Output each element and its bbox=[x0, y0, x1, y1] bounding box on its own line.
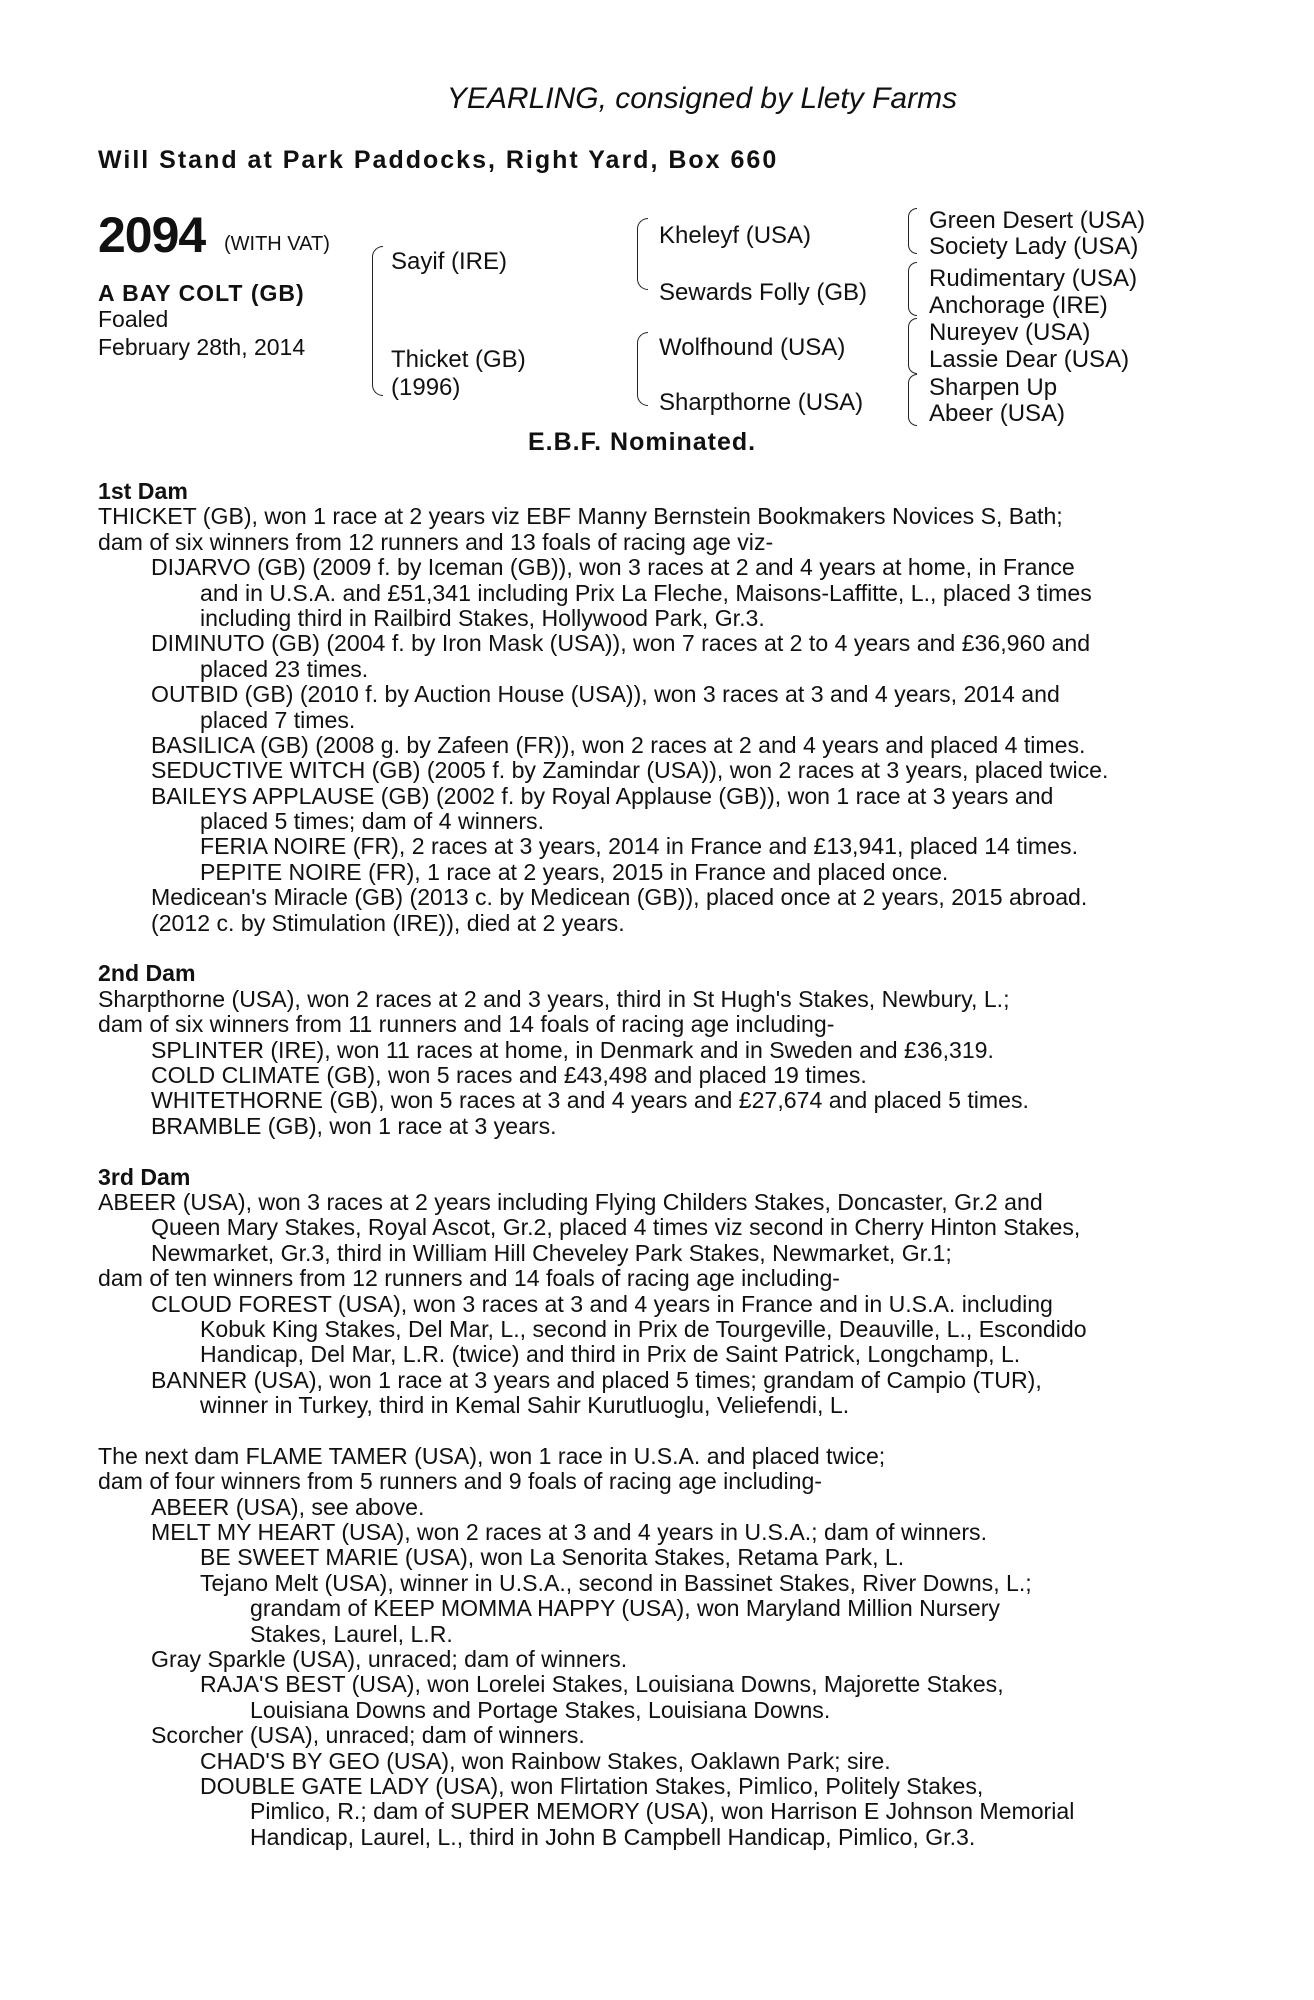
pedigree-line: SEDUCTIVE WITCH (GB) (2005 f. by Zamindar (USA)), won 2 races at 3 years, placed twice. bbox=[151, 757, 1109, 784]
pedigree-g1: Green Desert (USA) bbox=[929, 207, 1146, 234]
pedigree-dam-dam: Sharpthorne (USA) bbox=[659, 389, 864, 416]
pedigree-line: placed 23 times. bbox=[200, 655, 369, 682]
pedigree-bracket-sire-dam bbox=[372, 246, 383, 396]
pedigree-g4: Anchorage (IRE) bbox=[929, 292, 1108, 319]
pedigree-line: including third in Railbird Stakes, Hollywood Park, Gr.3. bbox=[200, 604, 765, 631]
pedigree-bracket-sire bbox=[637, 218, 648, 290]
pedigree-g5: Nureyev (USA) bbox=[929, 319, 1091, 346]
pedigree-g3: Rudimentary (USA) bbox=[929, 265, 1138, 292]
pedigree-line: placed 7 times. bbox=[200, 706, 356, 733]
pedigree-line: BASILICA (GB) (2008 g. by Zafeen (FR)), won 2 races at 2 and 4 years and placed 4 times. bbox=[151, 731, 1086, 758]
pedigree-line: and in U.S.A. and £51,341 including Prix La Fleche, Maisons-Laffitte, L., placed 3 times bbox=[200, 579, 1092, 606]
pedigree-line: grandam of KEEP MOMMA HAPPY (USA), won Maryland Million Nursery bbox=[250, 1595, 1000, 1622]
section-heading: 1st Dam bbox=[98, 478, 188, 504]
pedigree-sire-dam: Sewards Folly (GB) bbox=[659, 279, 868, 306]
pedigree-line: ABEER (USA), see above. bbox=[151, 1493, 425, 1520]
pedigree-line: Gray Sparkle (USA), unraced; dam of winners. bbox=[151, 1645, 628, 1672]
pedigree-line: dam of ten winners from 12 runners and 14 foals of racing age including- bbox=[98, 1265, 840, 1292]
pedigree-line: MELT MY HEART (USA), won 2 races at 3 and 4 years in U.S.A.; dam of winners. bbox=[151, 1519, 987, 1546]
pedigree-line: Scorcher (USA), unraced; dam of winners. bbox=[151, 1722, 585, 1749]
pedigree-bracket-g4 bbox=[908, 374, 917, 426]
pedigree-line: SPLINTER (IRE), won 11 races at home, in Denmark and in Sweden and £36,319. bbox=[151, 1036, 994, 1063]
pedigree-line: placed 5 times; dam of 4 winners. bbox=[200, 808, 545, 835]
pedigree-bracket-g3 bbox=[908, 318, 917, 374]
pedigree-sire: Sayif (IRE) bbox=[391, 248, 508, 275]
pedigree-line: Pimlico, R.; dam of SUPER MEMORY (USA), won Harrison E Johnson Memorial bbox=[250, 1798, 1075, 1825]
pedigree-g6: Lassie Dear (USA) bbox=[929, 346, 1130, 373]
pedigree-line: dam of six winners from 11 runners and 14 foals of racing age including- bbox=[98, 1011, 835, 1038]
pedigree-line: Newmarket, Gr.3, third in William Hill Cheveley Park Stakes, Newmarket, Gr.1; bbox=[151, 1239, 952, 1266]
pedigree-line: dam of four winners from 5 runners and 9 foals of racing age including- bbox=[98, 1468, 822, 1495]
pedigree-line: Sharpthorne (USA), won 2 races at 2 and 3 years, third in St Hugh's Stakes, Newbury, L.; bbox=[98, 985, 1010, 1012]
page-title: YEARLING, consigned by Llety Farms bbox=[446, 82, 958, 115]
pedigree-line: Stakes, Laurel, L.R. bbox=[250, 1620, 453, 1647]
pedigree-sire-sire: Kheleyf (USA) bbox=[659, 222, 812, 249]
stand-location: Will Stand at Park Paddocks, Right Yard, Box 660 bbox=[98, 146, 779, 174]
lot-number: 2094 bbox=[98, 207, 206, 263]
pedigree-g8: Abeer (USA) bbox=[929, 400, 1066, 427]
pedigree-line: CHAD'S BY GEO (USA), won Rainbow Stakes, Oaklawn Park; sire. bbox=[200, 1747, 891, 1774]
pedigree-bracket-g2 bbox=[908, 262, 917, 316]
pedigree-dam-sire: Wolfhound (USA) bbox=[659, 334, 846, 361]
pedigree-line: DIMINUTO (GB) (2004 f. by Iron Mask (USA)), won 7 races at 2 to 4 years and £36,960 and bbox=[151, 630, 1091, 657]
foaled-label: Foaled bbox=[98, 306, 169, 332]
pedigree-line: BANNER (USA), won 1 race at 3 years and placed 5 times; grandam of Campio (TUR), bbox=[151, 1366, 1042, 1393]
pedigree-line: PEPITE NOIRE (FR), 1 race at 2 years, 2015 in France and placed once. bbox=[200, 858, 949, 885]
lot-description: A BAY COLT (GB) bbox=[98, 280, 305, 306]
spacer bbox=[98, 936, 1208, 961]
pedigree-line: winner in Turkey, third in Kemal Sahir Kurutluoglu, Veliefendi, L. bbox=[200, 1392, 850, 1419]
pedigree-line: dam of six winners from 12 runners and 13 foals of racing age viz- bbox=[98, 528, 774, 555]
pedigree-line: RAJA'S BEST (USA), won Lorelei Stakes, Louisiana Downs, Majorette Stakes, bbox=[200, 1671, 1004, 1698]
pedigree-line: COLD CLIMATE (GB), won 5 races and £43,498 and placed 19 times. bbox=[151, 1061, 867, 1088]
pedigree-g2: Society Lady (USA) bbox=[929, 233, 1139, 260]
pedigree-line: Kobuk King Stakes, Del Mar, L., second in Prix de Tourgeville, Deauville, L., Escondido bbox=[200, 1315, 1087, 1342]
spacer bbox=[98, 1139, 1208, 1164]
pedigree-bracket-dam bbox=[637, 332, 648, 406]
pedigree-line: THICKET (GB), won 1 race at 2 years viz EBF Manny Bernstein Bookmakers Novices S, Bath; bbox=[98, 503, 1063, 530]
pedigree-line: BAILEYS APPLAUSE (GB) (2002 f. by Royal Applause (GB)), won 1 race at 3 years and bbox=[151, 782, 1054, 809]
section-heading: 3rd Dam bbox=[98, 1163, 191, 1190]
pedigree-line: ABEER (USA), won 3 races at 2 years including Flying Childers Stakes, Doncaster, Gr.2 and bbox=[98, 1188, 1043, 1215]
pedigree-line: CLOUD FOREST (USA), won 3 races at 3 and 4 years in France and in U.S.A. including bbox=[151, 1290, 1053, 1317]
pedigree-dam: Thicket (GB) bbox=[391, 346, 526, 373]
dam-line-text bbox=[98, 479, 1208, 1850]
vat-note: (WITH VAT) bbox=[224, 233, 330, 255]
ebf-nominated: E.B.F. Nominated. bbox=[528, 428, 757, 456]
pedigree-line: DIJARVO (GB) (2009 f. by Iceman (GB)), won 3 races at 2 and 4 years at home, in France bbox=[151, 554, 1075, 581]
section-heading: 2nd Dam bbox=[98, 960, 196, 987]
pedigree-g7: Sharpen Up bbox=[929, 374, 1058, 401]
pedigree-line: FERIA NOIRE (FR), 2 races at 3 years, 2014 in France and £13,941, placed 14 times. bbox=[200, 833, 1078, 860]
pedigree-line: Tejano Melt (USA), winner in U.S.A., second in Bassinet Stakes, River Downs, L.; bbox=[200, 1569, 1032, 1596]
pedigree-line: BE SWEET MARIE (USA), won La Senorita Stakes, Retama Park, L. bbox=[200, 1544, 905, 1571]
pedigree-line: Handicap, Laurel, L., third in John B Campbell Handicap, Pimlico, Gr.3. bbox=[250, 1823, 976, 1850]
pedigree-line: BRAMBLE (GB), won 1 race at 3 years. bbox=[151, 1112, 557, 1139]
pedigree-dam-year: (1996) bbox=[391, 374, 461, 401]
spacer bbox=[98, 1418, 1208, 1443]
pedigree-line: OUTBID (GB) (2010 f. by Auction House (USA)), won 3 races at 3 and 4 years, 2014 and bbox=[151, 681, 1060, 708]
pedigree-line: (2012 c. by Stimulation (IRE)), died at 2 years. bbox=[151, 909, 625, 936]
pedigree-line: The next dam FLAME TAMER (USA), won 1 race in U.S.A. and placed twice; bbox=[98, 1442, 886, 1469]
pedigree-bracket-g1 bbox=[908, 208, 917, 254]
pedigree-line: Queen Mary Stakes, Royal Ascot, Gr.2, placed 4 times viz second in Cherry Hinton Stakes, bbox=[151, 1214, 1081, 1241]
pedigree-line: Medicean's Miracle (GB) (2013 c. by Medicean (GB)), placed once at 2 years, 2015 abroad. bbox=[151, 884, 1088, 911]
foaled-date: February 28th, 2014 bbox=[98, 334, 306, 360]
pedigree-line: WHITETHORNE (GB), won 5 races at 3 and 4 years and £27,674 and placed 5 times. bbox=[151, 1087, 1029, 1114]
pedigree-line: Louisiana Downs and Portage Stakes, Louisiana Downs. bbox=[250, 1696, 831, 1723]
pedigree-line: DOUBLE GATE LADY (USA), won Flirtation Stakes, Pimlico, Politely Stakes, bbox=[200, 1772, 984, 1799]
pedigree-line: Handicap, Del Mar, L.R. (twice) and third in Prix de Saint Patrick, Longchamp, L. bbox=[200, 1341, 1021, 1368]
